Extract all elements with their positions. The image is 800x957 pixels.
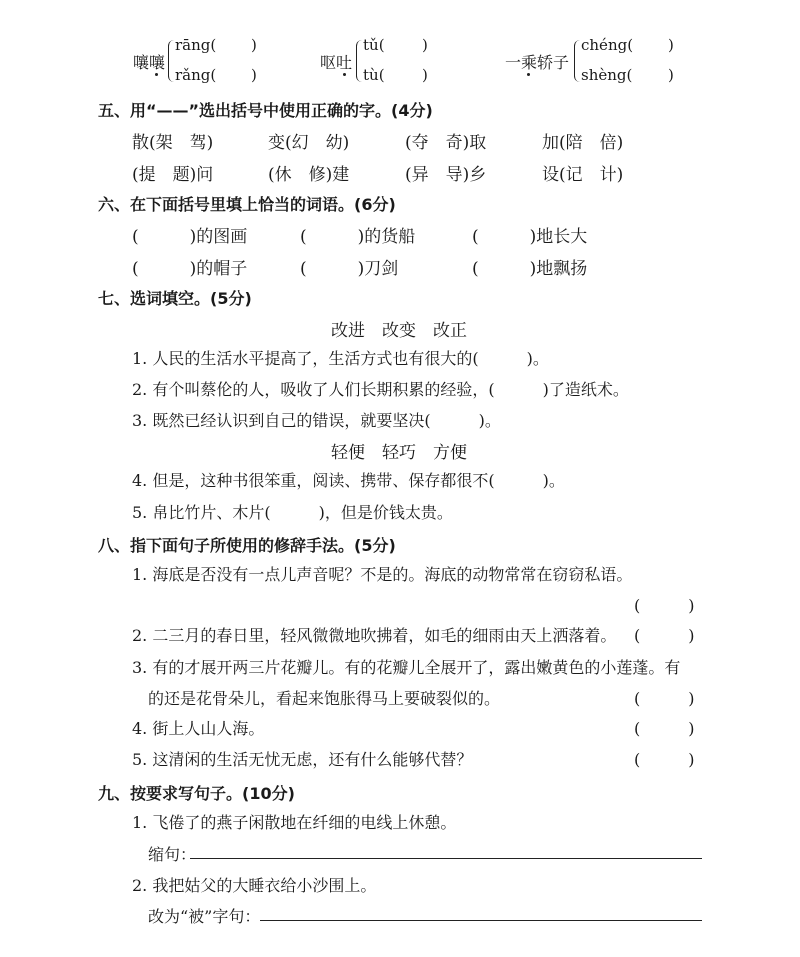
choice-item: (提 题)问: [132, 165, 214, 185]
choice-item: 设(记 计): [542, 165, 624, 185]
answer-paren: ( ): [634, 719, 695, 738]
answer-line[interactable]: [260, 920, 702, 921]
question-item: 1. 飞倦了的燕子闲散地在纤细的电线上休憩。: [132, 813, 457, 832]
emphasis-dot: [343, 73, 346, 76]
question-item: 5. 帛比竹片、木片( )，但是价钱太贵。: [132, 503, 453, 522]
section-heading: 八、指下面句子所使用的修辞手法。(5分): [98, 536, 396, 555]
question-item: 2. 有个叫蔡伦的人，吸收了人们长期积累的经验，( )了造纸术。: [132, 380, 629, 399]
choice-item: (休 修)建: [268, 165, 350, 185]
question-item: 3. 有的才展开两三片花瓣儿。有的花瓣儿全展开了，露出嫩黄色的小莲蓬。有: [132, 658, 681, 677]
fill-item: ( )刀剑: [300, 259, 399, 279]
word-bank: 改进 改变 改正: [331, 321, 467, 341]
question-item: 2. 我把姑父的大睡衣给小沙围上。: [132, 876, 377, 895]
choice-item: 变(幻 幼): [268, 133, 350, 153]
answer-paren-close: ): [668, 66, 674, 84]
fill-item: ( )地飘扬: [472, 259, 588, 279]
answer-paren-close: ): [422, 66, 428, 84]
section-heading: 五、用“——”选出括号中使用正确的字。(4分): [98, 101, 433, 120]
answer-paren-close: ): [668, 36, 674, 54]
answer-paren: ( ): [634, 750, 695, 769]
choice-item: (夺 奇)取: [405, 133, 487, 153]
question-item: 4. 但是，这种书很笨重，阅读、携带、保存都很不( )。: [132, 471, 565, 490]
emphasis-dot: [527, 73, 530, 76]
question-item: 1. 海底是否没有一点儿声音呢？不是的。海底的动物常常在窃窃私语。: [132, 565, 633, 584]
pinyin-word-1: 嚷嚷: [133, 53, 166, 72]
question-item: 5. 这清闲的生活无忧无虑，还有什么能够代替？: [132, 750, 473, 769]
answer-label: 改为“被”字句：: [148, 907, 261, 926]
choice-item: 加(陪 倍): [542, 133, 624, 153]
fill-item: ( )地长大: [472, 227, 588, 247]
pinyin-reading-3a: chéng(: [581, 36, 634, 54]
answer-paren-close: ): [422, 36, 428, 54]
answer-paren: ( ): [634, 626, 695, 645]
pinyin-word-3: 一乘轿子: [505, 53, 570, 72]
choice-item: (异 导)乡: [405, 165, 487, 185]
question-item: 4. 街上人山人海。: [132, 719, 265, 738]
section-heading: 九、按要求写句子。(10分): [98, 784, 295, 803]
emphasis-dot: [155, 73, 158, 76]
answer-label: 缩句：: [148, 845, 197, 864]
pinyin-reading-2b: tù(: [363, 66, 385, 84]
fill-item: ( )的货船: [300, 227, 416, 247]
answer-paren: ( ): [634, 596, 695, 615]
fill-item: ( )的帽子: [132, 259, 248, 279]
pinyin-reading-3b: shèng(: [581, 66, 633, 84]
pinyin-reading-1b: rǎng(: [175, 66, 217, 84]
choice-item: 散(架 驾): [132, 133, 214, 153]
pinyin-reading-2a: tǔ(: [363, 36, 385, 54]
word-bank: 轻便 轻巧 方便: [331, 443, 467, 463]
section-heading: 七、选词填空。(5分): [98, 289, 252, 308]
section-heading: 六、在下面括号里填上恰当的词语。(6分): [98, 195, 396, 214]
question-item: 2. 二三月的春日里，轻风微微地吹拂着，如毛的细雨由天上洒落着。: [132, 626, 617, 645]
answer-paren: ( ): [634, 689, 695, 708]
fill-item: ( )的图画: [132, 227, 248, 247]
question-item: 1. 人民的生活水平提高了，生活方式也有很大的( )。: [132, 349, 549, 368]
question-item: 3. 既然已经认识到自己的错误，就要坚决( )。: [132, 411, 501, 430]
pinyin-reading-1a: rāng(: [175, 36, 217, 54]
answer-line[interactable]: [190, 858, 702, 859]
pinyin-word-2: 呕吐: [320, 53, 353, 72]
answer-paren-close: ): [251, 66, 257, 84]
answer-paren-close: ): [251, 36, 257, 54]
question-item-continued: 的还是花骨朵儿，看起来饱胀得马上要破裂似的。: [148, 689, 501, 708]
